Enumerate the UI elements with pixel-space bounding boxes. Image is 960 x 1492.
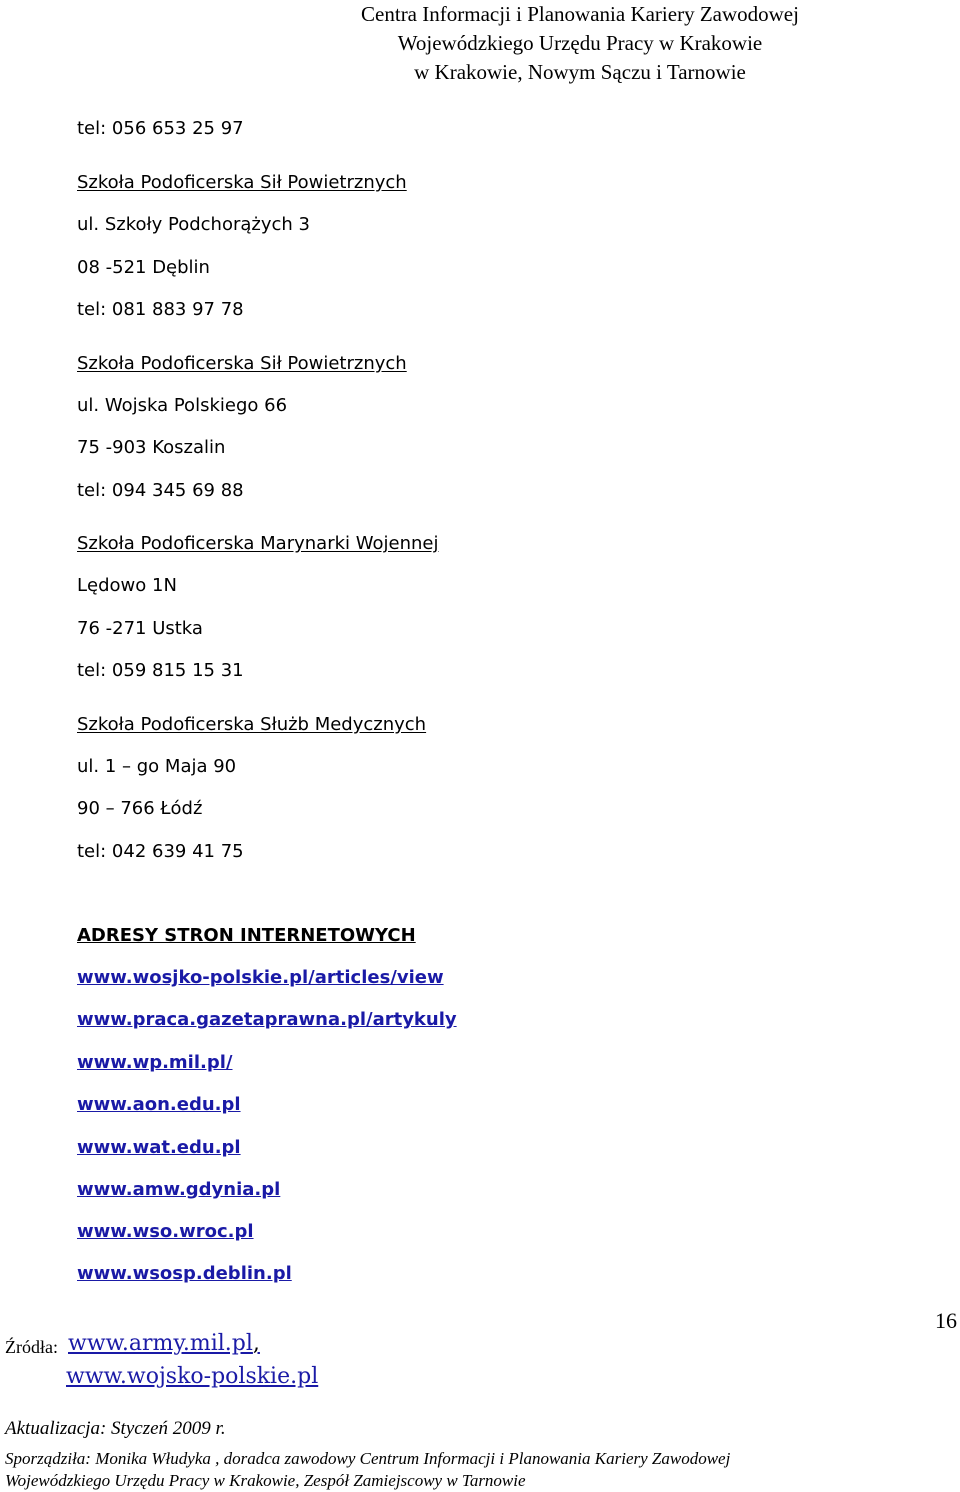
footer-author: Sporządziła: Monika Włudyka , doradca zawodowy Centrum Informacji i Planowania Kariery Zawodowej (5, 1449, 731, 1468)
website-link-4[interactable]: www.aon.edu.pl (77, 1094, 241, 1115)
school-1-tel: tel: 081 883 97 78 (77, 299, 244, 320)
source-link-2[interactable]: www.wojsko-polskie.pl (66, 1364, 319, 1389)
website-link-6[interactable]: www.amw.gdynia.pl (77, 1179, 281, 1200)
sources-label: Źródła: (5, 1337, 58, 1357)
school-2-street: ul. Wojska Polskiego 66 (77, 395, 288, 416)
school-4-tel: tel: 042 639 41 75 (77, 841, 244, 862)
website-link-2[interactable]: www.praca.gazetaprawna.pl/artykuly (77, 1009, 457, 1030)
source-link-1-suffix: , (252, 1331, 260, 1356)
school-3-city: 76 -271 Ustka (77, 618, 203, 639)
website-link-8[interactable]: www.wsosp.deblin.pl (77, 1263, 292, 1284)
footer-office: Wojewódzkiego Urzędu Pracy w Krakowie, Zespół Zamiejscowy w Tarnowie (5, 1471, 526, 1490)
school-2-tel: tel: 094 345 69 88 (77, 480, 244, 501)
website-link-1[interactable]: www.wosjko-polskie.pl/articles/view (77, 967, 444, 988)
source-link-1-text[interactable]: www.army.mil.pl (68, 1331, 253, 1356)
school-2-city: 75 -903 Koszalin (77, 437, 226, 458)
page-number: 16 (935, 1308, 957, 1333)
school-4-name: Szkoła Podoficerska Służb Medycznych (77, 714, 427, 735)
tel-top: tel: 056 653 25 97 (77, 118, 244, 139)
school-3-name: Szkoła Podoficerska Marynarki Wojennej (77, 533, 439, 554)
footer-update: Aktualizacja: Styczeń 2009 r. (5, 1418, 226, 1439)
document-header (200, 0, 960, 87)
school-1-name: Szkoła Podoficerska Sił Powietrznych (77, 172, 407, 193)
header-line-1: Centra Informacji i Planowania Kariery Zawodowej (361, 2, 799, 26)
school-3-tel: tel: 059 815 15 31 (77, 660, 244, 681)
website-link-5[interactable]: www.wat.edu.pl (77, 1137, 241, 1158)
school-3-street: Lędowo 1N (77, 575, 177, 596)
websites-heading: ADRESY STRON INTERNETOWYCH (77, 925, 416, 946)
school-2-name: Szkoła Podoficerska Sił Powietrznych (77, 353, 407, 374)
school-1-street: ul. Szkoły Podchorążych 3 (77, 214, 310, 235)
website-link-7[interactable]: www.wso.wroc.pl (77, 1221, 254, 1242)
school-4-city: 90 – 766 Łódź (77, 798, 203, 819)
website-link-3[interactable]: www.wp.mil.pl/ (77, 1052, 233, 1073)
source-link-1[interactable] (68, 1331, 260, 1356)
school-1-city: 08 -521 Dęblin (77, 257, 210, 278)
school-4-street: ul. 1 – go Maja 90 (77, 756, 237, 777)
header-line-3: w Krakowie, Nowym Sączu i Tarnowie (414, 60, 746, 84)
header-line-2: Wojewódzkiego Urzędu Pracy w Krakowie (397, 31, 763, 55)
